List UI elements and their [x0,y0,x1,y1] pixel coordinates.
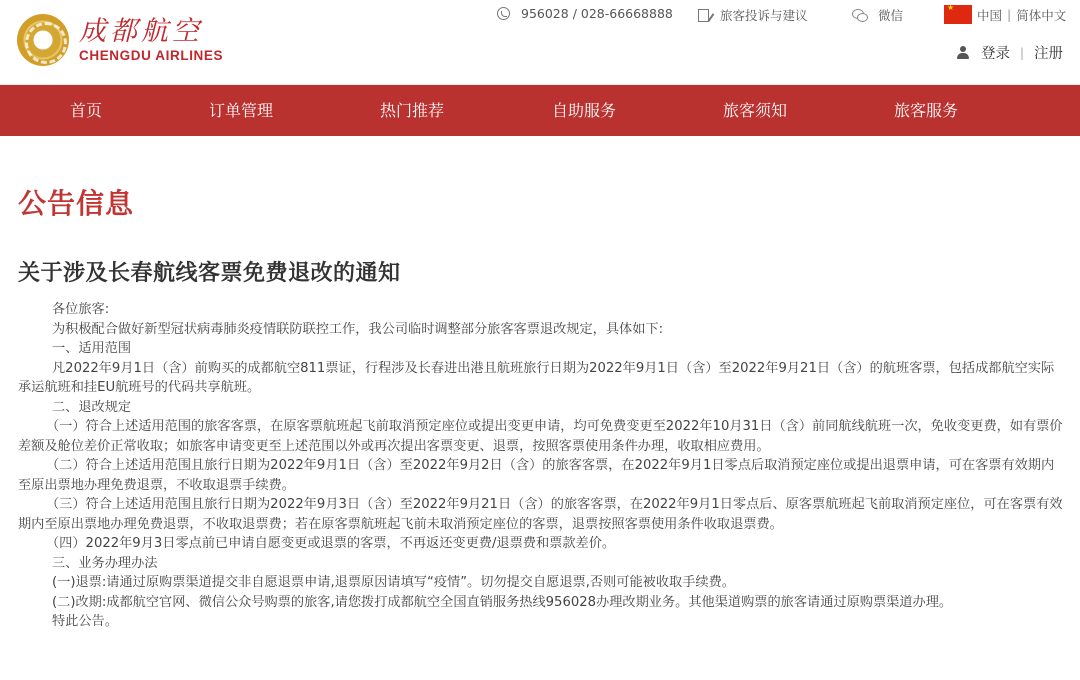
edit-icon [698,9,709,22]
register-link[interactable]: 注册 [1034,46,1063,62]
language-text: 简体中文 [1016,7,1067,23]
nav-order-management[interactable]: 订单管理 [209,101,274,120]
hotline-text: 956028 / 028-66668888 [521,6,673,21]
heading-rules: 二、退改规定 [52,399,132,415]
logo[interactable] [17,10,232,70]
closing: 特此公告。 [52,614,118,629]
scope-paragraph: 凡2022年9月1日（含）前购买的成都航空811票证，行程涉及长春进出港且航班旅行日期为2022年9月1日（含）至2022年9月21日（含）的航班客票，包括成都航空实际承运航班和挂EU航班号的代码共享航班。 [18,360,1055,395]
wechat-text: 微信 [878,8,904,23]
rule-2: （二）符合上述适用范围且旅行日期为2022年9月1日（含）至2022年9月2日（含）的旅客客票，在2022年9月1日零点后取消预定座位或提出退票申请，可在客票有效期内至原出票地办理免费退票，不收取退票手续费。 [18,458,1055,493]
nav-home[interactable]: 首页 [70,101,103,120]
logo-name-cn: 成都航空 [79,16,203,47]
article-body [18,300,1064,632]
china-flag-icon [944,5,972,24]
rule-1: （一）符合上述适用范围的旅客客票，在原客票航班起飞前取消预定座位或提出变更申请，均可免费变更至2022年10月31日（含）前同航线航班一次，免收变更费，如有票价差额及舱位差价正常收取；如旅客申请变更至上述范围以外或再次提出客票变更、退票，按照客票使用条件办理，收取相应费用。 [18,419,1063,454]
auth-links [957,42,1063,63]
separator: | [1019,45,1024,60]
nav-passenger-service[interactable]: 旅客服务 [894,101,959,120]
procedure-reschedule: (二)改期:成都航空官网、微信公众号购票的旅客,请您拨打成都航空全国直销服务热线956028办理改期业务。其他渠道购票的旅客请通过原购票渠道办理。 [52,594,953,610]
site-header [0,0,1080,84]
complaint-link[interactable] [698,6,808,24]
heading-scope: 一、适用范围 [52,341,132,356]
logo-emblem-icon [17,14,69,66]
rule-4: （四）2022年9月3日零点前已申请自愿变更或退票的客票，不再返还变更费/退票费和票款差价。 [46,536,616,551]
rule-3: （三）符合上述适用范围且旅行日期为2022年9月3日（含）至2022年9月21日（含）的旅客客票，在2022年9月1日零点后、原客票航班起飞前取消预定座位，可在客票有效期内至原出票地办理免费退票，不收取退票费；若在原客票航班起飞前未取消预定座位的客票，退票按照客票使用条件收取退票费。 [18,497,1063,532]
procedure-refund: (一)退票:请通过原购票渠道提交非自愿退票申请,退票原因请填写“疫情”。切勿提交自愿退票,否则可能被收取手续费。 [52,575,735,590]
greeting: 各位旅客: [52,302,110,317]
logo-text [79,16,223,64]
wechat-icon [852,9,867,21]
phone-icon [497,7,510,20]
nav-hot-recommendations[interactable]: 热门推荐 [380,101,445,120]
intro-paragraph: 为积极配合做好新型冠状病毒肺炎疫情联防联控工作，我公司临时调整部分旅客客票退改规定，具体如下: [52,321,664,337]
logo-name-en: CHENGDU AIRLINES [79,48,224,63]
section-title: 公告信息 [18,187,135,220]
separator: | [1007,7,1012,22]
nav-passenger-notice[interactable]: 旅客须知 [723,101,788,120]
main-nav [0,84,1080,136]
complaint-text: 旅客投诉与建议 [720,8,808,23]
wechat-link[interactable] [852,6,903,24]
article-title: 关于涉及长春航线客票免费退改的通知 [18,261,401,286]
hotline[interactable] [497,6,673,21]
region-language-selector[interactable] [944,5,1066,24]
nav-self-service[interactable]: 自助服务 [552,101,617,120]
login-link[interactable]: 登录 [980,46,1010,62]
region-text: 中国 [977,7,1003,23]
heading-procedure: 三、业务办理办法 [52,555,158,571]
user-icon [957,46,969,60]
